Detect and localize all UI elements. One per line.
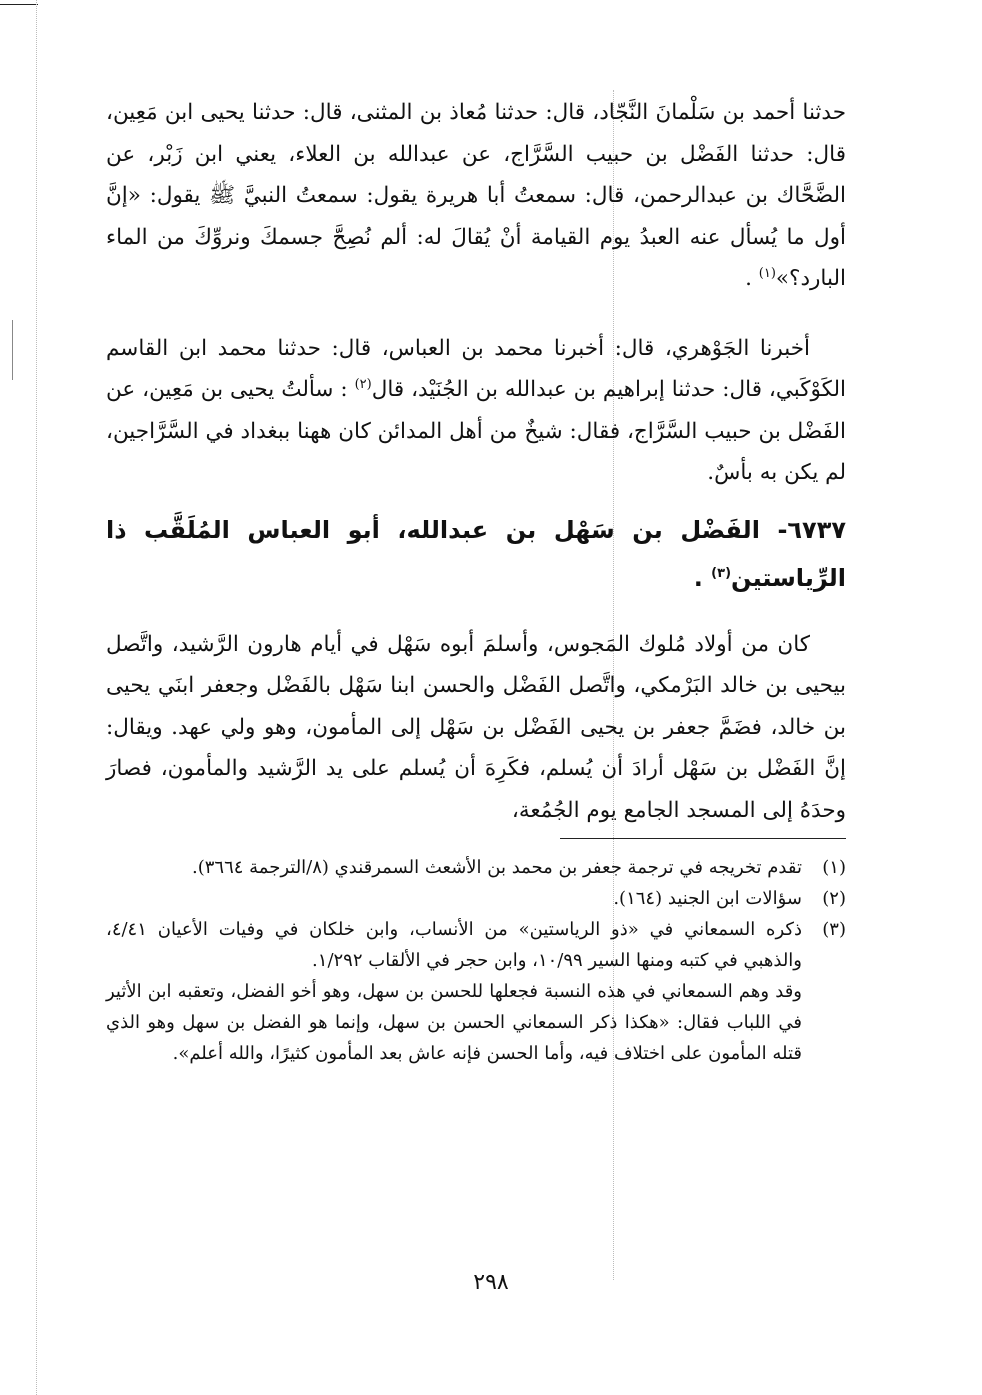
footnote-2 — [106, 883, 846, 914]
footnote-3 — [106, 914, 846, 1069]
entry-heading-text: ٦٧٣٧- الفَضْل بن سَهْل بن عبدالله، أبو العباس المُلَقَّب ذا الرِّياستين — [106, 515, 846, 592]
footnote-number: (٣) — [822, 919, 846, 940]
footnote-ref-1[interactable]: (١) — [758, 265, 776, 281]
footnotes — [106, 852, 846, 1069]
paragraph-hadith — [106, 92, 846, 300]
footnote-ref-2[interactable]: (٢) — [354, 376, 372, 392]
paragraph-hadith-text: حدثنا أحمد بن سَلْمانَ النَّجّاد، قال: حدثنا مُعاذ بن المثنى، قال: حدثنا يحيى ابن مَعِين، قال: حدثنا الفَضْل بن حبيب السَّرَّاج، عن عبدالله بن العلاء، يعني ابن زَبْر، عن الضَّحَّاك بن عبدالرحمن، قال: سمعتُ أبا هريرة يقول: سمعتُ النبيَّ ﷺ يقول: «إنَّ أول ما يُسأل عنه العبدُ يوم القيامة أنْ يُقالَ له: ألم نُصِحَّ جسمكَ ونروِّكَ من الماء البارد؟» — [106, 100, 846, 291]
paragraph-jawhari-text-b: : سألتُ يحيى بن مَعِين، عن الفَضْل بن حبيب السَّرَّاج، فقال: شيخٌ من أهل المدائن كان ههنا ببغداد في السَّرَّاجين، لم يكن به بأسٌ. — [106, 377, 846, 485]
heading-end: . — [693, 563, 712, 592]
footnote-text: ذكره السمعاني في «ذو الرياستين» من الأنساب، وابن خلكان في وفيات الأعيان ٤/٤١، والذهبي في كتبه ومنها السير ١٠/٩٩، وابن حجر في الألقاب ١/٢٩٢. — [106, 919, 802, 971]
paragraph-end: . — [745, 266, 759, 291]
paragraph-jawhari — [106, 328, 846, 494]
footnote-text: سؤالات ابن الجنيد (١٦٤). — [613, 888, 802, 909]
paragraph-biography: كان من أولاد مُلوك المَجوس، وأسلمَ أبوه سَهْل في أيام هارون الرَّشيد، واتَّصل بيحيى بن خالد البَرْمكي، واتَّصل الفَضْل والحسن ابنا سَهْل بالفَضْل وجعفر ابنَي يحيى بن خالد، فضَمَّ جعفر بن يحيى الفَضْل بن سَهْل إلى المأمون، وهو ولي عهد. ويقال: إنَّ الفَضْل بن سَهْل أرادَ أن يُسلم، فكَرِهَ أن يُسلم على يد الرَّشيد والمأمون، فصارَ وحدَهُ إلى المسجد الجامع يوم الجُمُعة، — [106, 631, 846, 823]
footnote-number: (٢) — [822, 888, 846, 909]
page-number: ٢٩٨ — [473, 1270, 509, 1295]
footnote-text: وقد وهم السمعاني في هذه النسبة فجعلها للحسن بن سهل، وهو أخو الفضل، وتعقبه ابن الأثير في اللباب فقال: «هكذا ذكر السمعاني الحسن بن سهل، وإنما هو الفضل بن سهل وهو الذي قتله المأمون على اختلاف فيه، وأما الحسن فإنه عاش بعد المأمون كثيرًا، والله أعلم». — [106, 981, 802, 1064]
paragraph-jawhari-text-a: أخبرنا الجَوْهري، قال: أخبرنا محمد بن العباس، قال: حدثنا محمد ابن القاسم الكَوْكَبي، قال: حدثنا إبراهيم بن عبدالله بن الجُنَيْد، قال — [106, 335, 846, 402]
footnote-ref-3[interactable]: (٣) — [711, 565, 732, 581]
scan-artifact — [12, 320, 13, 380]
scan-artifact — [36, 0, 37, 1395]
main-text — [106, 92, 846, 831]
entry-heading — [106, 506, 846, 602]
corner-rule — [0, 4, 38, 5]
footnote-divider — [560, 838, 846, 839]
footnote-text: تقدم تخريجه في ترجمة جعفر بن محمد بن الأشعث السمرقندي (٨/الترجمة ٣٦٦٤). — [192, 857, 802, 878]
footnote-1 — [106, 852, 846, 883]
footnote-number: (١) — [822, 857, 846, 878]
